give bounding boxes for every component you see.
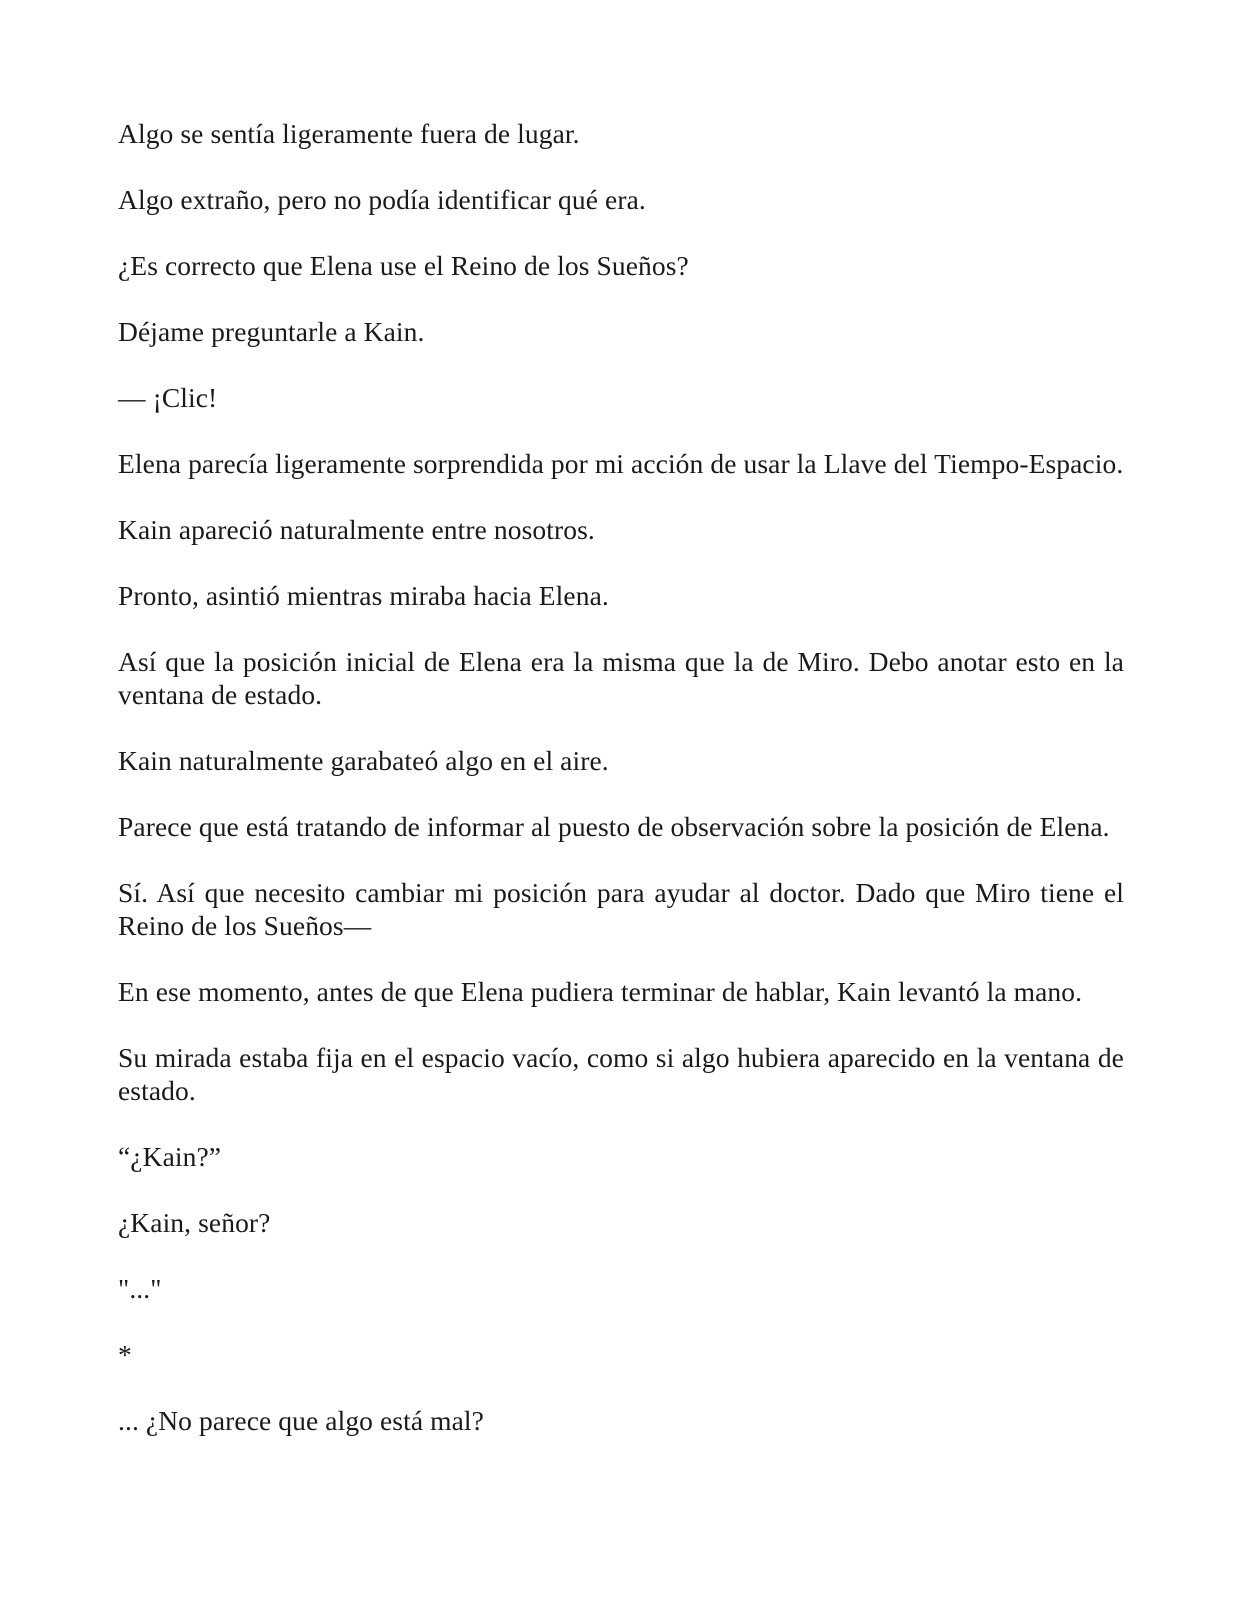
paragraph: Déjame preguntarle a Kain. (118, 316, 425, 347)
paragraph: Kain naturalmente garabateó algo en el aire. (118, 745, 609, 776)
paragraph: En ese momento, antes de que Elena pudiera terminar de hablar, Kain levantó la mano. (118, 976, 1083, 1007)
paragraph: Kain apareció naturalmente entre nosotros. (118, 514, 595, 545)
paragraph: ¿Es correcto que Elena use el Reino de los Sueños? (118, 250, 689, 281)
paragraph: Sí. Así que necesito cambiar mi posición para ayudar al doctor. Dado que Miro tiene el Reino de los Sueños— (118, 877, 1124, 941)
document-page (118, 117, 1124, 1470)
paragraph: ¿Kain, señor? (118, 1207, 271, 1238)
paragraph: — ¡Clic! (118, 382, 218, 413)
paragraph: ... ¿No parece que algo está mal? (118, 1405, 484, 1436)
paragraph: Algo extraño, pero no podía identificar qué era. (118, 184, 646, 215)
paragraph: Pronto, asintió mientras miraba hacia Elena. (118, 580, 609, 611)
section-break: * (118, 1339, 132, 1370)
paragraph: Algo se sentía ligeramente fuera de lugar. (118, 118, 580, 149)
paragraph: Parece que está tratando de informar al puesto de observación sobre la posición de Elena. (118, 811, 1110, 842)
paragraph: “¿Kain?” (118, 1141, 222, 1172)
paragraph: Elena parecía ligeramente sorprendida por mi acción de usar la Llave del Tiempo-Espacio. (118, 448, 1124, 479)
paragraph: Su mirada estaba fija en el espacio vacío, como si algo hubiera aparecido en la ventana de estado. (118, 1042, 1124, 1106)
paragraph: Así que la posición inicial de Elena era la misma que la de Miro. Debo anotar esto en la ventana de estado. (118, 646, 1124, 710)
paragraph: "..." (118, 1273, 162, 1304)
